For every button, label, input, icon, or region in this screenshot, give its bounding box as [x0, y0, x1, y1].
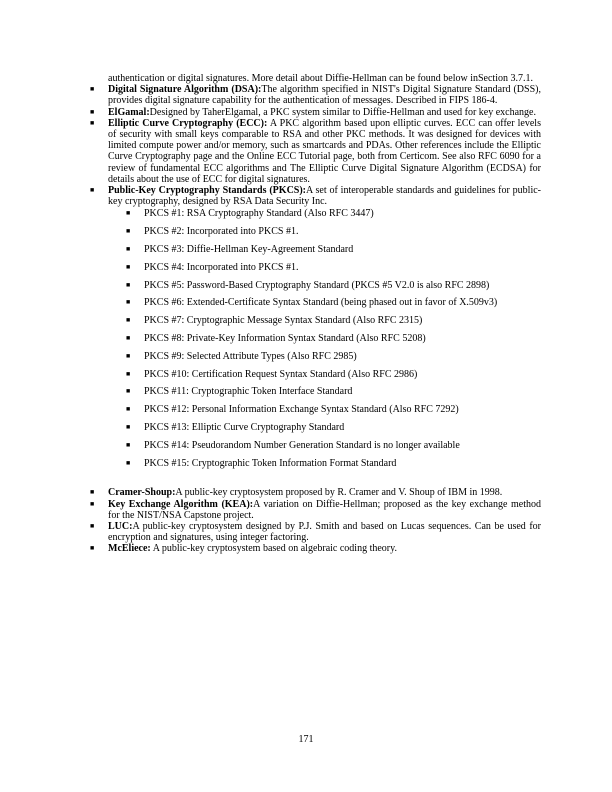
bullet-icon: ■: [90, 544, 95, 553]
term-description: A set of interoperable standards and guidelines for public-key cryptography, designed by RSA Data Security Inc.: [108, 185, 541, 208]
pkcs-label: PKCS #3: Diffie-Hellman Key-Agreement Standard: [144, 244, 354, 256]
pkcs-item: [126, 261, 541, 273]
bullet-icon: ■: [126, 316, 131, 325]
pkcs-label: PKCS #6: Extended-Certificate Syntax Standard (being phased out in favor of X.509v3): [144, 297, 498, 309]
bullet-icon: ■: [90, 107, 95, 116]
pkcs-label: PKCS #4: Incorporated into PKCS #1.: [144, 261, 299, 273]
pkcs-item: [126, 350, 541, 362]
bullet-icon: ■: [126, 423, 131, 431]
pkcs-label: PKCS #8: Private-Key Information Syntax Standard (Also RFC 5208): [144, 333, 426, 345]
bullet-icon: ■: [90, 186, 95, 195]
page-number: 171: [298, 734, 314, 745]
pkcs-item: [126, 226, 541, 238]
bullet-icon: ■: [126, 262, 131, 271]
list-item-cramer-shoup: [90, 487, 541, 499]
term-description: A PKC algorithm based upon elliptic curves. ECC can offer levels of security with small keys comparable to RSA and other PKC methods. It was designed for devices with limited compute power and/or memory, such as smartcards and PDAs. Other references include the Elliptic Curve Cryptography page and the Online ECC Tutorial page, both from Certicom. See also RFC 6090 for a review of fundamental ECC algorithms and The Elliptic Curve Digital Signature Algorithm (ECDSA) for details about the use of ECC for digital signatures.: [108, 117, 541, 185]
pkcs-label: PKCS #5: Password-Based Cryptography Standard (PKCS #5 V2.0 is also RFC 2898): [144, 279, 490, 291]
bullet-icon: ■: [126, 369, 131, 378]
bullet-icon: ■: [126, 334, 131, 343]
list-item-dsa: [90, 84, 541, 107]
term-description: Designed by TaherElgamal, a PKC system similar to Diffie-Hellman and used for key exchange.: [149, 106, 536, 118]
pkcs-item: [126, 457, 541, 469]
pkcs-item: [126, 244, 541, 256]
pkcs-item: [126, 404, 541, 416]
bullet-icon: ■: [90, 118, 95, 127]
bullet-icon: ■: [126, 405, 131, 414]
pkcs-item: [126, 297, 541, 309]
bullet-icon: ■: [126, 227, 131, 236]
term-label: LUC:: [108, 521, 133, 532]
bullet-icon: ■: [126, 280, 131, 289]
pkcs-item: [126, 279, 541, 291]
pkcs-label: PKCS #13: Elliptic Curve Cryptography Standard: [144, 422, 345, 433]
term-description: A public-key cryptosystem based on algebraic coding theory.: [150, 543, 397, 555]
continuation-paragraph: authentication or digital signatures. More detail about Diffie-Hellman can be found below inSection 3.7.1.: [108, 73, 533, 84]
term-label: Key Exchange Algorithm (KEA):: [108, 498, 254, 510]
term-label: ElGamal:: [108, 106, 150, 118]
pkcs-label: PKCS #10: Certification Request Syntax Standard (Also RFC 2986): [144, 368, 418, 380]
list-item-kea: [90, 498, 541, 521]
pkcs-label: PKCS #12: Personal Information Exchange Syntax Standard (Also RFC 7292): [144, 404, 459, 416]
list-item-ecc: [90, 117, 541, 185]
term-label: McEliece:: [108, 543, 151, 555]
pkcs-item: [126, 422, 541, 433]
pkcs-item: [126, 368, 541, 380]
pkcs-item: [126, 386, 541, 398]
bullet-icon: ■: [90, 488, 95, 497]
bullet-icon: ■: [90, 522, 95, 530]
list-item-pkcs: [90, 185, 541, 469]
pkcs-item: [126, 333, 541, 345]
pkcs-item: [126, 439, 541, 451]
bullet-icon: ■: [90, 85, 95, 94]
pkcs-item: [126, 208, 541, 220]
pkcs-sublist: [126, 208, 541, 469]
bullet-icon: ■: [126, 387, 131, 396]
pkcs-label: PKCS #14: Pseudorandom Number Generation Standard is no longer available: [144, 439, 460, 451]
bullet-icon: ■: [90, 499, 95, 508]
term-description: A variation on Diffie-Hellman; proposed as the key exchange method for the NIST/NSA Capstone project.: [108, 498, 541, 521]
algorithm-list-continued: [90, 487, 541, 555]
list-item-elgamal: [90, 106, 541, 118]
pkcs-label: PKCS #11: Cryptographic Token Interface Standard: [144, 386, 353, 398]
term-label: Digital Signature Algorithm (DSA):: [108, 84, 262, 96]
pkcs-item: [126, 315, 541, 327]
section-gap: [108, 475, 541, 487]
bullet-icon: ■: [126, 440, 131, 449]
bullet-icon: ■: [126, 245, 131, 254]
pkcs-label: PKCS #1: RSA Cryptography Standard (Also RFC 3447): [144, 208, 374, 220]
term-description: The algorithm specified in NIST's Digital Signature Standard (DSS), provides digital signature capability for the authentication of messages. Described in FIPS 186-4.: [108, 84, 541, 107]
pkcs-label: PKCS #7: Cryptographic Message Syntax Standard (Also RFC 2315): [144, 315, 423, 327]
pkcs-label: PKCS #2: Incorporated into PKCS #1.: [144, 226, 299, 238]
list-item-mceliece: [90, 543, 541, 555]
term-label: Cramer-Shoup:: [108, 487, 176, 499]
pkcs-label: PKCS #9: Selected Attribute Types (Also RFC 2985): [144, 350, 357, 362]
bullet-icon: ■: [126, 351, 131, 360]
bullet-icon: ■: [126, 458, 131, 467]
body-text: [90, 73, 541, 555]
term-description: A public-key cryptosystem designed by P.J. Smith and based on Lucas sequences. Can be used for encryption and signatures, using integer factoring.: [108, 521, 541, 544]
algorithm-list: [90, 84, 541, 469]
list-item-luc: [90, 521, 541, 544]
term-description: A public-key cryptosystem proposed by R. Cramer and V. Shoup of IBM in 1998.: [175, 487, 503, 499]
pkcs-label: PKCS #15: Cryptographic Token Information Format Standard: [144, 457, 397, 469]
term-label: Public-Key Cryptography Standards (PKCS):: [108, 185, 307, 197]
bullet-icon: ■: [126, 209, 131, 218]
bullet-icon: ■: [126, 298, 131, 307]
term-label: Elliptic Curve Cryptography (ECC):: [108, 117, 268, 129]
